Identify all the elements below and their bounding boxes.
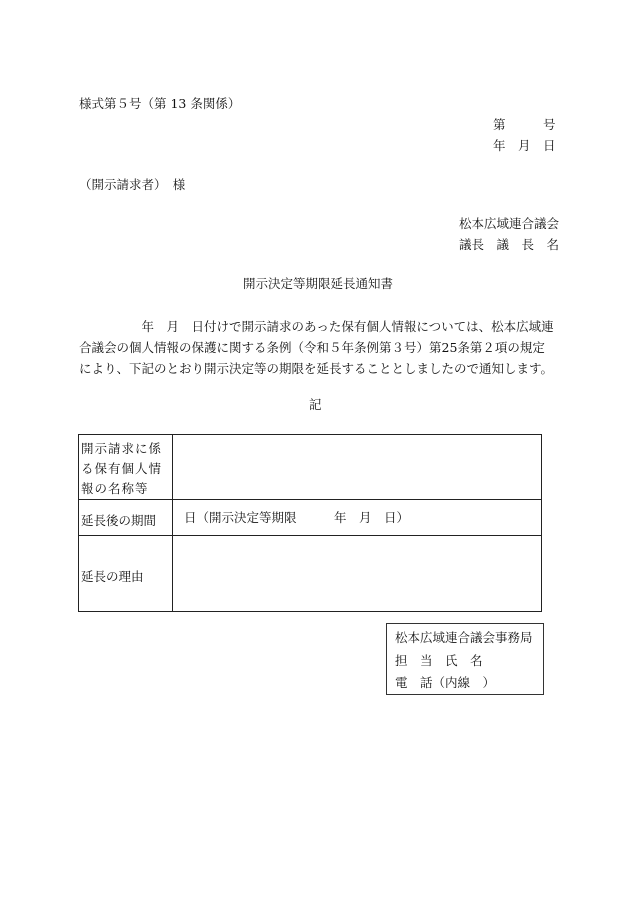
issuer-title: 議長 議 長 名 bbox=[459, 237, 560, 252]
row-label-extended-period: 延長後の期間 bbox=[79, 500, 173, 536]
row-label-requested-info: 開示請求に係る保有個人情報の名称等 bbox=[79, 435, 173, 500]
contact-person: 担 当 氏 名 bbox=[395, 653, 483, 668]
contact-box bbox=[386, 623, 544, 695]
contact-phone: 電 話（内線 ） bbox=[395, 675, 496, 690]
document-date-label: 年 月 日 bbox=[493, 138, 556, 153]
row-value-extended-period: 日（開示決定等期限 年 月 日） bbox=[173, 500, 542, 536]
contact-office: 松本広域連合議会事務局 bbox=[395, 630, 533, 645]
detail-table bbox=[78, 434, 542, 612]
row-value-requested-info bbox=[173, 435, 542, 500]
table-row bbox=[79, 536, 542, 612]
table-row bbox=[79, 435, 542, 500]
document-number-label: 第 号 bbox=[493, 117, 556, 132]
row-label-extension-reason: 延長の理由 bbox=[79, 536, 173, 612]
form-number-label: 様式第５号（第 13 条関係） bbox=[79, 96, 241, 111]
table-row bbox=[79, 500, 542, 536]
ki-heading: 記 bbox=[309, 397, 322, 412]
addressee-label: （開示請求者） 様 bbox=[79, 177, 186, 192]
notice-body-text: 年 月 日付けで開示請求のあった保有個人情報については、松本広域連合議会の個人情報の保護に関する条例（令和５年条例第３号）第25条第２項の規定により、下記のとおり開示決定等の期限を延長することとしましたので通知します。 bbox=[79, 319, 554, 376]
row-value-extension-reason bbox=[173, 536, 542, 612]
issuer-organization: 松本広域連合議会 bbox=[459, 216, 560, 231]
document-title: 開示決定等期限延長通知書 bbox=[243, 276, 394, 291]
